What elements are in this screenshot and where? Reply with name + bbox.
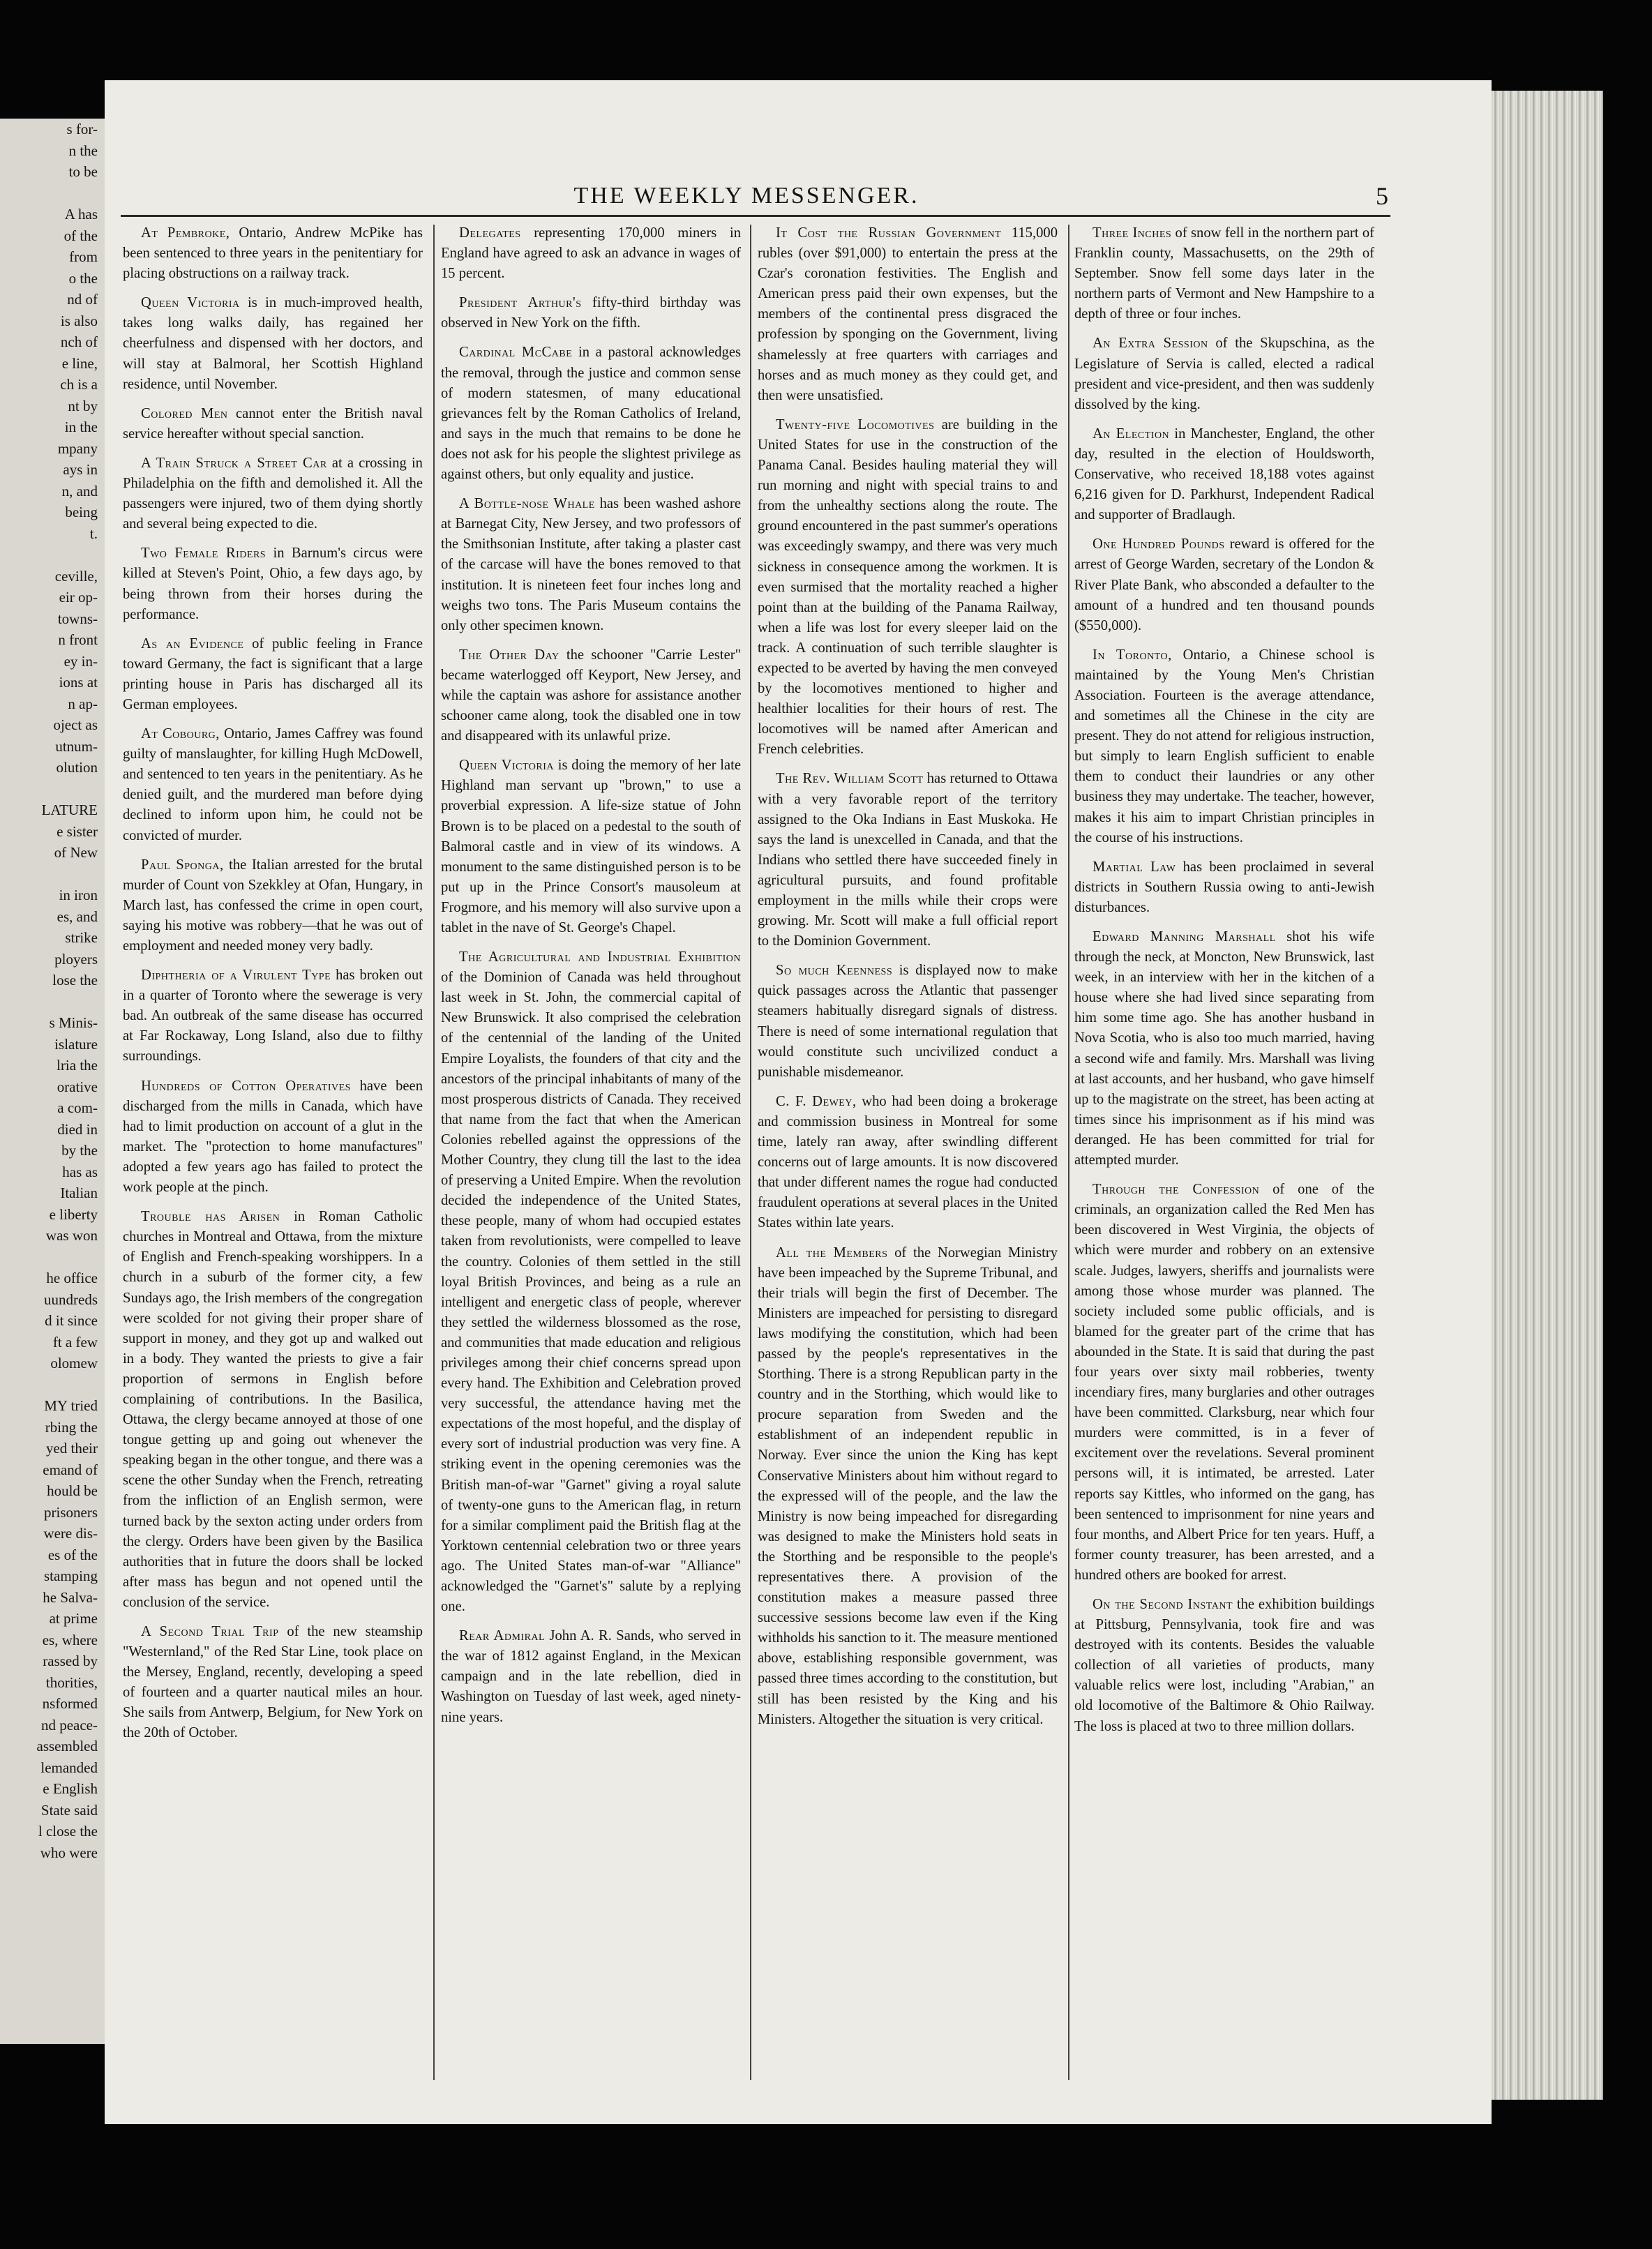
news-item-lead: Colored Men (141, 405, 228, 421)
column-rule (750, 225, 751, 2080)
news-item (758, 769, 1058, 952)
news-item (1074, 645, 1374, 848)
news-item-lead: President Arthur's (459, 295, 582, 311)
strip-line: LATURE (41, 802, 98, 818)
strip-line: n, and (61, 482, 98, 499)
strip-line: rassed by (43, 1653, 98, 1669)
news-item (758, 1092, 1058, 1234)
strip-line: emand of (43, 1461, 98, 1478)
strip-line: orative (57, 1078, 98, 1095)
strip-line: ions at (59, 674, 98, 691)
column-4 (1074, 223, 1374, 1746)
news-item-text: have been discharged from the mills in Canada, which have had to limit production on account of a glut in the market. The "protection to home manufactures" adopted a few years ago has failed to protect the work people at the pinch. (123, 1078, 423, 1196)
strip-line: of the (63, 227, 98, 244)
news-item-text: is in much-improved health, takes long walks daily, has regained her cheerfulness and dispensed with her doctors, and will stay at Balmoral, her Scottish Highland residence, until November. (123, 295, 423, 392)
strip-line: n ap- (68, 695, 98, 712)
strip-line: s Minis- (49, 1014, 98, 1031)
strip-line: e English (43, 1780, 98, 1797)
column-3 (758, 223, 1058, 1739)
news-item (123, 965, 423, 1067)
strip-line: ays in (63, 461, 98, 478)
news-item-lead: Martial Law (1092, 859, 1176, 875)
column-rule (1068, 225, 1069, 2080)
news-item-text: the Italian arrested for the brutal murder of Count von Szekkley at Ofan, Hungary, in March last, has confessed the crime in open court, saying his motive was robbery—that he was out of employment and needed money very badly. (123, 857, 423, 954)
strip-line: towns- (57, 610, 98, 627)
news-item (123, 724, 423, 846)
strip-line: es, and (57, 908, 98, 925)
news-item (123, 293, 423, 394)
strip-line: died in (57, 1120, 98, 1138)
news-item-lead: Hundreds of Cotton Operatives (141, 1078, 351, 1094)
strip-line: nd peace- (40, 1716, 98, 1733)
strip-line: being (65, 504, 98, 520)
news-item (1074, 1180, 1374, 1586)
newspaper-title: THE WEEKLY MESSENGER. (573, 183, 919, 209)
news-item-text: at a crossing in Philadelphia on the fifth and demolished it. All the passengers were injured, two of them dying shortly and several being expected to die. (123, 455, 423, 532)
news-item (123, 1622, 423, 1744)
strip-line: n the (68, 142, 98, 159)
news-item-text: is displayed now to make quick passages across the Atlantic that passenger steamers habitually disregard signals of distress. There is need of some international regulation that would constitute such uncivilized conduct a punishable misdemeanor. (758, 963, 1058, 1080)
strip-line: hould be (47, 1482, 98, 1499)
news-item (441, 1626, 741, 1727)
news-item-text: the schooner "Carrie Lester" became waterlogged off Keyport, New Jersey, and while the captain was ashore for assistance another schooner came along, took the disabled one in tow and disappeared with its unlawful prize. (441, 647, 741, 744)
strip-line: from (69, 248, 98, 265)
news-item-text: Ontario, a Chinese school is maintained by the Young Men's Christian Association. Fourteen is the average attendance, and sometimes all the Chinese in the city are present. They do not attend for religious instruction, but simply to learn English sufficient to enable them to conduct their laundries or any other business they may undertake. The teacher, however, makes it his aim to impart Christian principles in the course of his instructions. (1074, 647, 1374, 845)
column-1 (123, 223, 423, 1753)
news-item-text: is doing the memory of her late Highland man servant up "brown," to use a proverbial expression. A life-size statue of John Brown is to be placed on a pedestal to the south of Balmoral castle and in view of its windows. A monument to the same distinguished person is to be put up in the Prince Consort's mausoleum at Frogmore, and his memory will also survive upon a tablet in the nave of St. George's Chapel. (441, 758, 741, 935)
news-item-lead: Rear Admiral (459, 1628, 546, 1644)
news-item-lead: Three Inches (1092, 225, 1172, 241)
strip-line: Italian (60, 1184, 98, 1201)
news-item-text: of one of the criminals, an organization called the Red Men has been discovered in West Virginia, the objects of which were murder and robbery on an extensive scale. Judges, lawyers, sheriffs and journalists were among those whose murder was planned. The society included some public officials, and is blamed for the greater part of the crime that has abounded in the State. It is said that during the past four years over sixty mail robberies, twenty incendiary fires, many burglaries and other outrages have been committed. Clarksburg, near which four murders were committed, is in a fever of excitement over the revelations. Several prominent persons will, it is intimated, be arrested. Later reports say Kittles, who informed on the gang, has been sentenced to imprisonment for nine years and four months, and Albert Price for ten years. Huff, a former county treasurer, has been arrested, and a hundred others are booked for arrest. (1074, 1182, 1375, 1583)
column-rule (433, 225, 435, 2080)
strip-line: s for- (66, 121, 98, 137)
news-item-lead: Queen Victoria (459, 758, 554, 774)
news-item (123, 1207, 423, 1613)
news-item (123, 1076, 423, 1198)
news-item-text: of the new steamship "Westernland," of the Red Star Line, took place on the Mersey, England, recently, developing a speed of fourteen and a quarter nautical miles an hour. She sails from Antwerp, Belgium, for New York on the 20th of October. (123, 1624, 423, 1741)
strip-line: islature (54, 1035, 98, 1053)
news-item-text: in Manchester, England, the other day, resulted in the election of Houldsworth, Conservative, who received 18,188 votes against 6,216 given for D. Parkhurst, Independent Radical and supporter of Bradlaugh. (1074, 426, 1374, 523)
news-item-text: are building in the United States for use in the construction of the Panama Canal. Besides hauling material they will run morning and night with special trains to and from the unhealthy sections along the route. The ground encountered in the past summer's operations was exceedingly swampy, and there was very much sickness in consequence among the workmen. It is even surmised that the mortality reached a higher point than at the building of the Panama Railway, when a life was lost for every sleeper laid on the track. A continuation of such terrible slaughter is expected to be averted by having the men conveyed by the locomotives mentioned to higher and healthier localities for their hours of rest. The locomotives will be named after American and French celebrities. (758, 416, 1058, 758)
strip-line: utnum- (55, 737, 98, 755)
news-item-lead: At Cobourg, (141, 726, 220, 742)
news-item-lead: The Other Day (459, 647, 560, 663)
news-item-lead: As an Evidence (141, 635, 244, 652)
strip-line: State said (40, 1801, 98, 1819)
strip-line: uundreds (44, 1291, 98, 1308)
news-item-lead: On the Second Instant (1092, 1597, 1233, 1612)
strip-line (0, 991, 105, 1013)
strip-line: eir op- (59, 589, 98, 606)
strip-line (0, 544, 105, 566)
strip-line: rbing the (45, 1418, 98, 1436)
news-item-text: has been washed ashore at Barnegat City, New Jersey, and two professors of the Smithsonian Institute, after taking a plaster cast of the carcase will have the bones removed to that institution. It is nineteen feet four inches long and weighs two tons. The Paris Museum contains the only other specimen known. (441, 496, 741, 633)
news-item-text: in Barnum's circus were killed at Steven's Point, Ohio, a few days ago, by being thrown from their horses during the performance. (123, 546, 423, 622)
news-item (441, 947, 741, 1617)
strip-line: by the (61, 1142, 98, 1159)
news-item-lead: At Pembroke, (141, 225, 230, 241)
strip-line: in the (64, 419, 98, 435)
news-item (123, 543, 423, 624)
strip-line: es, where (42, 1631, 98, 1648)
news-item-text: in Roman Catholic churches in Montreal and Ottawa, from the mixture of English and French-speaking worshippers. In a church in a suburb of the former city, a few Sundays ago, the Irish members of the congregation were scolded for not giving their proper share of support in money, and they got up and walked out in a body. They wanted the priests to give a fair proportion of sermons in English before complaining of contributions. In the Basilica, Ottawa, the clergy became annoyed at those of one tongue getting up and going out whenever the speaking began in the other tongue, and there was a scene the other Sunday when the French, retreating from the infliction of an English sermon, were turned back by the sexton acting under orders from the clergy. Orders have been given by the Basilica authorities that in future the doors shall be locked after mass has begun and not opened until the conclusion of the service. (123, 1209, 423, 1610)
news-item-lead: Queen Victoria (141, 295, 240, 311)
strip-line: oject as (53, 716, 98, 733)
strip-line: es of the (47, 1546, 98, 1563)
strip-line: to be (68, 163, 98, 180)
news-item-text: cannot enter the British naval service hereafter without special sanction. (123, 405, 423, 442)
strip-line (0, 1247, 105, 1268)
news-item-lead: It Cost the Russian Government (776, 225, 1002, 241)
strip-line (0, 778, 105, 800)
strip-line: prisoners (44, 1503, 98, 1521)
strip-line: he Salva- (43, 1588, 98, 1606)
news-item-lead: A Bottle-nose Whale (459, 496, 595, 512)
column-2 (441, 223, 741, 1737)
strip-line: MY tried (44, 1397, 98, 1414)
news-item (441, 755, 741, 938)
news-item-lead: Trouble has Arisen (141, 1209, 280, 1225)
news-item (758, 223, 1058, 406)
news-item-lead: A Second Trial Trip (141, 1624, 279, 1639)
strip-line: nsformed (42, 1695, 98, 1712)
header-rule (121, 215, 1390, 217)
strip-line: nch of (60, 333, 98, 350)
news-item (1074, 1595, 1374, 1737)
news-item-lead: C. F. Dewey, (776, 1093, 857, 1109)
news-item-text: John A. R. Sands, who served in the war of 1812 against England, in the Mexican campaign and in the late rebellion, died in Washington on Tuesday of last week, aged ninety-nine years. (441, 1628, 741, 1725)
news-item (123, 634, 423, 715)
news-item (1074, 424, 1374, 525)
strip-line (0, 864, 105, 885)
news-item-text: in a pastoral acknowledges the removal, through the justice and common sense of modern statesmen, of many educational grievances felt by the Roman Catholics of Ireland, and says in the much that remains to be done he does not ask for his people the slightest privilege as against others, but only equality and justice. (441, 345, 741, 483)
news-item (1074, 223, 1374, 324)
strip-line: e line, (61, 354, 98, 372)
news-item-text: of public feeling in France toward Germany, the fact is significant that a large printing house in Paris has discharged all its German employees. (123, 635, 423, 712)
news-item-lead: Paul Sponga, (141, 857, 224, 873)
news-item (441, 494, 741, 636)
news-item-lead: An Election (1092, 426, 1170, 442)
news-item-lead: An Extra Session (1092, 336, 1208, 352)
strip-line: he office (46, 1270, 98, 1286)
news-item-text: has been proclaimed in several districts in Southern Russia owing to anti-Jewish disturbances. (1074, 859, 1375, 915)
news-item (123, 223, 423, 284)
strip-line: was won (45, 1227, 98, 1244)
strip-line (0, 183, 105, 204)
page-stack-edge (1492, 91, 1603, 2100)
strip-line: lria the (57, 1057, 98, 1074)
news-item-lead: The Rev. William Scott (776, 771, 924, 787)
news-item (441, 645, 741, 746)
strip-line: ployers (54, 950, 98, 968)
news-item (441, 223, 741, 284)
news-item-lead: One Hundred Pounds (1092, 536, 1225, 552)
strip-line: a com- (57, 1099, 98, 1116)
news-item-text: who had been doing a brokerage and commission business in Montreal for some time, lately ran away, after swindling different concerns out of large amounts. It is now discovered that under different names the rogue had conducted fraudulent operations at several places in the United States within late years. (758, 1093, 1058, 1231)
strip-line: olomew (50, 1355, 98, 1371)
news-item-text: has broken out in a quarter of Toronto where the sewerage is very bad. An outbreak of the same disease has occurred at Far Rockaway, Long Island, also due to filthy surroundings. (123, 968, 423, 1065)
strip-line (0, 1374, 105, 1396)
strip-line: d it since (45, 1312, 98, 1329)
strip-line: ch is a (60, 376, 98, 393)
strip-line: stamping (44, 1567, 98, 1584)
news-item-lead: All the Members (776, 1244, 888, 1261)
news-item-text: representing 170,000 miners in England have agreed to ask an advance in wages of 15 percent. (441, 225, 741, 282)
strip-line: strike (65, 929, 98, 946)
strip-line: lose the (52, 972, 98, 988)
strip-line: ceville, (54, 567, 98, 585)
adjacent-page-strip (0, 119, 105, 2044)
news-item-text: Ontario, James Caffrey was found guilty of manslaughter, for killing Hugh McDowell, and sentenced to ten years in the penitentiary. As he denied guilt, and the murdered man before dying declined to inform upon him, he could not be convicted of murder. (123, 726, 423, 843)
strip-line: olution (56, 759, 98, 776)
news-item (758, 415, 1058, 760)
news-item-lead: So much Keenness (776, 963, 893, 979)
news-item-lead: Twenty-five Locomotives (776, 416, 935, 433)
news-item (123, 453, 423, 534)
news-item-lead: A Train Struck a Street Car (141, 455, 327, 471)
news-item-text: Ontario, Andrew McPike has been sentenced to three years in the penitentiary for placing obstructions on a railway track. (123, 225, 423, 282)
strip-line: ft a few (52, 1333, 98, 1351)
strip-line: o the (68, 269, 98, 287)
page-header (105, 183, 1388, 218)
news-item (123, 855, 423, 956)
news-item-lead: Cardinal McCabe (459, 345, 573, 361)
news-item (441, 293, 741, 333)
page-number: 5 (1376, 182, 1388, 210)
strip-line: mpany (57, 439, 98, 457)
news-item-text: of the Dominion of Canada was held throughout last week in St. John, the commercial capital of New Brunswick. It also comprised the celebration of the centennial of the landing of the United Empire Loyalists, the founders of that city and the ancestors of the principal inhabitants of many of the most prosperous districts of Canada. They received that name from the fact that when the American Colonies rebelled against the oppressions of the Mother Country, they clung till the last to the idea of preserving a United Empire. When the revolution decided the independence of the United States, these people, many of whom had occupied estates taken from revolutionists, were compelled to leave the country. Colonies of them settled in the still loyal British Provinces, and being as a rule an intelligent and energetic class of people, wherever they settled the wilderness blossomed as the rose, and communities that made education and religious privileges among their chief concerns spread upon every hand. The Exhibition and Celebration proved very successful, the attendance having met the expectations of the most hopeful, and the display of every sort of industrial production was very fine. A striking event in the opening ceremonies was the British man-of-war "Garnet" giving a royal salute of twenty-one guns to the American flag, in return for a similar compliment paid the British flag at the Yorktown centennial celebration two or three years ago. The United States man-of-war "Alliance" acknowledged the "Garnet's" salute by a replying one. (441, 970, 741, 1615)
news-item-text: 115,000 rubles (over $91,000) to entertain the press at the Czar's coronation festivities. The English and American press paid their own expenses, but the members of the continental press disgraced the profession by sponging on the Government, living shamelessly at free quarters with carriages and horses and as much money as they could get, and then were unsatisfied. (758, 225, 1058, 403)
news-item (1074, 534, 1374, 635)
strip-line: yed their (45, 1440, 98, 1457)
strip-line: A has (64, 206, 98, 223)
news-item-lead: Edward Manning Marshall (1092, 929, 1276, 945)
strip-line: ey in- (63, 652, 98, 670)
news-item (758, 1243, 1058, 1730)
strip-line: assembled (36, 1738, 98, 1754)
news-item (123, 404, 423, 444)
strip-line: n front (58, 631, 98, 648)
strip-line: were dis- (43, 1525, 98, 1542)
strip-line: t. (89, 525, 98, 542)
strip-line: nt by (68, 397, 98, 414)
strip-line: e liberty (49, 1205, 98, 1223)
news-item (441, 343, 741, 485)
news-item-lead: Diphtheria of a Virulent Type (141, 968, 331, 984)
news-item (1074, 857, 1374, 918)
news-item-lead: Through the Confession (1092, 1182, 1260, 1198)
strip-line: l close the (38, 1823, 98, 1840)
strip-line: e sister (57, 822, 98, 840)
strip-line: in iron (59, 887, 98, 903)
news-item (758, 961, 1058, 1083)
news-item-text: of the Skupschina, as the Legislature of Servia is called, elected a radical president and vice-president, and then was suddenly dissolved by the king. (1074, 336, 1374, 412)
news-item-text: fifty-third birthday was observed in New York on the fifth. (441, 295, 741, 331)
strip-line: of New (54, 844, 98, 861)
news-item-text: of snow fell in the northern part of Franklin county, Massachusetts, on the 29th of September. Snow fell some days later in the northern parts of Vermont and New Hampshire to a depth of three or four inches. (1074, 225, 1374, 322)
news-item-lead: The Agricultural and Industrial Exhibition (459, 949, 741, 965)
strip-line: nd of (67, 291, 98, 308)
news-item (1074, 333, 1374, 414)
news-item-text: reward is offered for the arrest of George Warden, secretary of the London & River Plate Bank, who absconded a defaulter to the amount of a hundred and ten thousand pounds ($550,000). (1074, 536, 1374, 633)
news-item-lead: Two Female Riders (141, 546, 266, 562)
strip-line: at prime (49, 1610, 98, 1627)
news-item-text: has returned to Ottawa with a very favorable report of the territory assigned to the Oka Indians in East Muskoka. He says the land is unexcelled in Canada, and that the Indians who settled there have succeeded finely in agricultural pursuits, and found profitable employment in the mills while their crops were growing. Mr. Scott will make a full official report to the Dominion Government. (758, 771, 1058, 949)
strip-line: thorities, (45, 1673, 98, 1691)
news-item-text: shot his wife through the neck, at Moncton, New Brunswick, last week, in an interview with her in the kitchen of a house where she had lived since separating from him some time ago. She has another husband in Nova Scotia, who is also too much married, having a second wife and family. Mrs. Marshall was living at last accounts, and her husband, who gave himself up to the magistrate on the street, has been acting at times since his imprisonment as if his mind was deranged. He has been committed for trial for attempted murder. (1074, 929, 1374, 1168)
strip-line: who were (40, 1844, 98, 1861)
news-item (1074, 927, 1374, 1171)
strip-line: has as (62, 1163, 98, 1180)
news-item-text: the exhibition buildings at Pittsburg, Pennsylvania, took fire and was destroyed with its contents. Besides the valuable collection of all varieties of products, many valuable relics were lost, including "Arabian," an old locomotive of the Baltimore & Ohio Railway. The loss is placed at two to three million dollars. (1074, 1597, 1374, 1734)
strip-line: lemanded (40, 1759, 98, 1776)
strip-line: is also (60, 312, 98, 329)
news-item-text: of the Norwegian Ministry have been impeached by the Supreme Tribunal, and their trials will begin the first of December. The Ministers are impeached for persisting to disregard laws modifying the constitution, which had been passed by the people's representatives in the Storthing. There is a strong Republican party in the country and in the Storthing, which would like to procure separation from Sweden and the establishment of an independent republic in Norway. Ever since the union the King has kept Conservative Ministers about him without regard to the expressed will of the people, and the law the Ministry is now being impeached for disregarding was designed to make the Ministers hold seats in the Storthing and be responsible to the people's representatives there. A provision of the constitution makes a measure passed three successive sessions become law even if the King withholds his sanction to it. The measure mentioned above, establishing responsible government, was passed three times according to the constitution, but still has been resisted by the King and his Ministers. Altogether the situation is very critical. (758, 1244, 1058, 1727)
news-item-lead: Delegates (459, 225, 521, 241)
news-item-lead: In Toronto, (1092, 647, 1172, 663)
